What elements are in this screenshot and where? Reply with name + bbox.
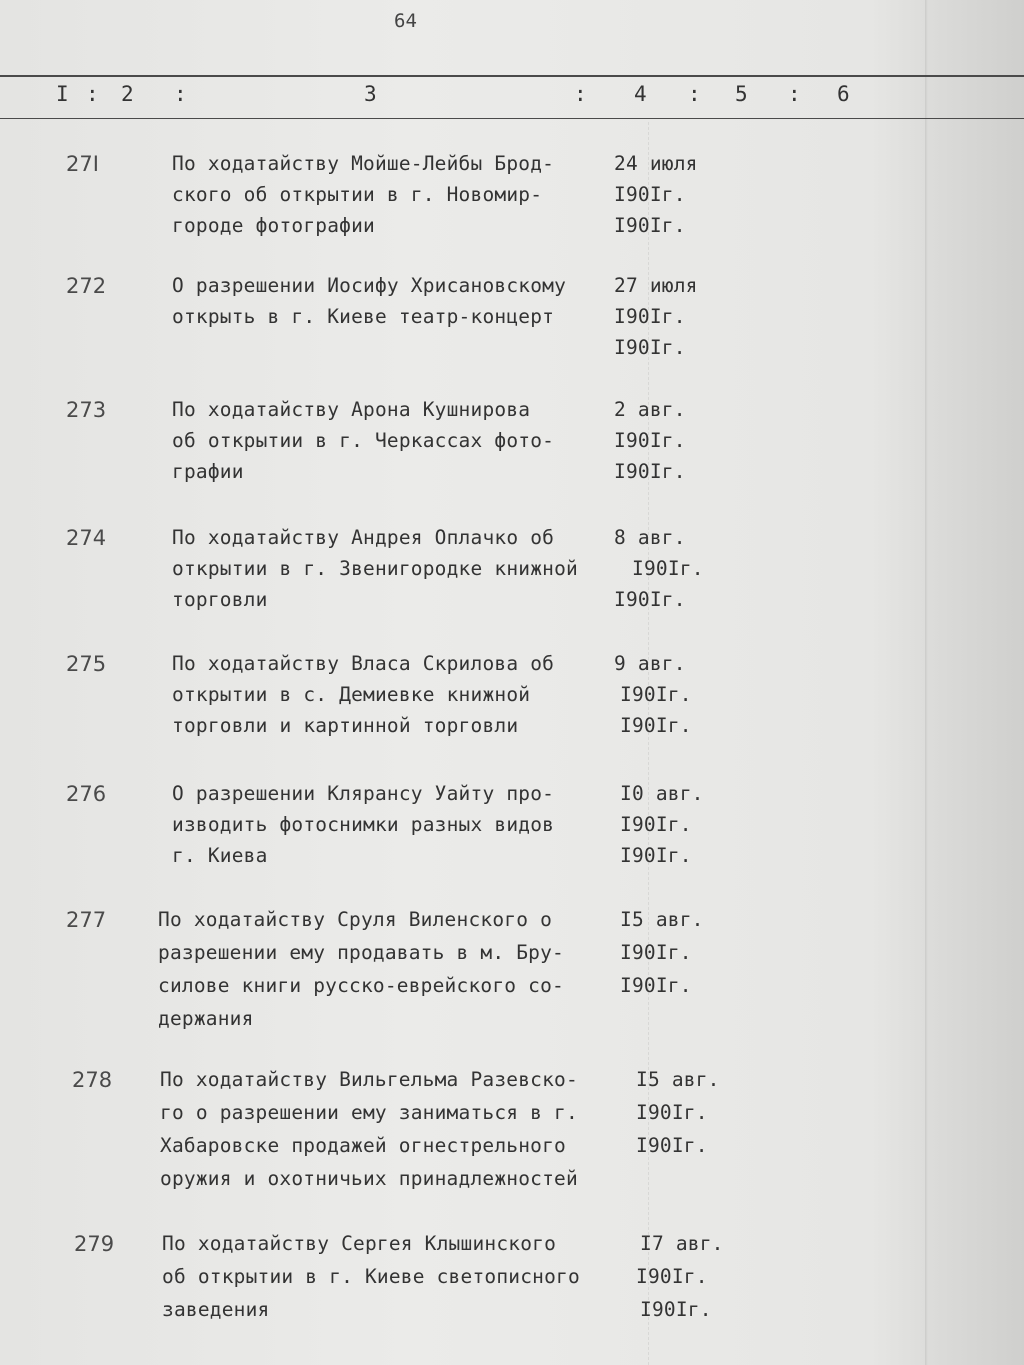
entry-text-line: О разрешении Клярансу Уайту про- — [172, 782, 555, 805]
entry-text-line: открыть в г. Киеве театр-концерт — [172, 305, 555, 328]
entry-date: I90Iг. — [620, 844, 692, 867]
entry-date: I90Iг. — [620, 714, 692, 737]
entry-number: 277 — [66, 908, 107, 932]
entry-text-line: оружия и охотничьих принадлежностей — [160, 1167, 578, 1190]
entry-text-line: По ходатайству Мойше-Лейбы Брод- — [172, 152, 555, 175]
entry-text-line: По ходатайству Сергея Клышинского — [162, 1232, 557, 1255]
entry-date: I90Iг. — [620, 683, 692, 706]
entry-text-line: об открытии в г. Киеве светописного — [162, 1265, 580, 1288]
column-header-separator: : — [688, 82, 701, 106]
entry-text-line: открытии в с. Демиевке книжной — [172, 683, 531, 706]
entry-date: I90Iг. — [620, 941, 692, 964]
entry-text-line: разрешении ему продавать в м. Бру- — [158, 941, 564, 964]
entry-text-line: об открытии в г. Черкассах фото- — [172, 429, 555, 452]
entry-date: I90Iг. — [614, 336, 686, 359]
entry-date: I90Iг. — [614, 588, 686, 611]
entry-date: I90Iг. — [614, 214, 686, 237]
entry-text-line: держания — [158, 1007, 254, 1030]
entry-date: I5 авг. — [636, 1068, 720, 1091]
entry-date: 2 авг. — [614, 398, 686, 421]
entry-date: I90Iг. — [620, 974, 692, 997]
entry-text-line: По ходатайству Арона Кушнирова — [172, 398, 531, 421]
entry-text-line: г. Киева — [172, 844, 268, 867]
entry-date: I0 авг. — [620, 782, 704, 805]
entry-date: I90Iг. — [636, 1134, 708, 1157]
column-header-separator: : — [86, 82, 99, 106]
page-number: 64 — [394, 10, 417, 32]
column-header-2: 2 — [121, 82, 134, 106]
entry-date: 24 июля — [614, 152, 698, 175]
column-header-separator: : — [174, 82, 187, 106]
entry-date: I90Iг. — [632, 557, 704, 580]
entry-text-line: городе фотографии — [172, 214, 375, 237]
entry-text-line: О разрешении Иосифу Хрисановскому — [172, 274, 567, 297]
entry-date: I90Iг. — [640, 1298, 712, 1321]
entry-text-line: ского об открытии в г. Новомир- — [172, 183, 543, 206]
column-header-3: 3 — [364, 82, 377, 106]
header-bottom-rule — [0, 118, 1024, 119]
entry-date: 9 авг. — [614, 652, 686, 675]
entry-number: 274 — [66, 526, 107, 550]
entry-number: 276 — [66, 782, 107, 806]
entry-date: I90Iг. — [636, 1101, 708, 1124]
entry-text-line: По ходатайству Сруля Виленского о — [158, 908, 553, 931]
entry-date: I90Iг. — [614, 305, 686, 328]
entry-text-line: торговли и картинной торговли — [172, 714, 519, 737]
column-header-separator: : — [574, 82, 587, 106]
entry-date: 8 авг. — [614, 526, 686, 549]
column-header-separator: : — [788, 82, 801, 106]
entry-number: 272 — [66, 274, 107, 298]
entry-text-line: Хабаровске продажей огнестрельного — [160, 1134, 566, 1157]
entry-text-line: силове книги русско-еврейского со- — [158, 974, 564, 997]
entry-text-line: открытии в г. Звенигородке книжной — [172, 557, 578, 580]
entry-date: 27 июля — [614, 274, 698, 297]
entry-date: I90Iг. — [620, 813, 692, 836]
column-header-6: 6 — [837, 82, 850, 106]
entry-number: 273 — [66, 398, 107, 422]
entry-date: I90Iг. — [636, 1265, 708, 1288]
entry-number: 278 — [72, 1068, 113, 1092]
entry-text-line: торговли — [172, 588, 268, 611]
column-header-4: 4 — [634, 82, 647, 106]
entry-text-line: По ходатайству Власа Скрилова об — [172, 652, 555, 675]
entry-number: 27I — [66, 152, 99, 176]
entry-text-line: графии — [172, 460, 244, 483]
entry-text-line: заведения — [162, 1298, 270, 1321]
entry-text-line: По ходатайству Вильгельма Разевско- — [160, 1068, 578, 1091]
entry-date: I5 авг. — [620, 908, 704, 931]
column-header-5: 5 — [735, 82, 748, 106]
entry-number: 279 — [74, 1232, 115, 1256]
entry-date: I7 авг. — [640, 1232, 724, 1255]
header-top-rule — [0, 75, 1024, 77]
column-header-1: I — [56, 82, 69, 106]
page-edge-shadow — [925, 0, 928, 1365]
entry-text-line: изводить фотоснимки разных видов — [172, 813, 555, 836]
entry-text-line: го о разрешении ему заниматься в г. — [160, 1101, 578, 1124]
entry-number: 275 — [66, 652, 107, 676]
entry-date: I90Iг. — [614, 183, 686, 206]
entry-date: I90Iг. — [614, 460, 686, 483]
entry-text-line: По ходатайству Андрея Оплачко об — [172, 526, 555, 549]
entry-date: I90Iг. — [614, 429, 686, 452]
